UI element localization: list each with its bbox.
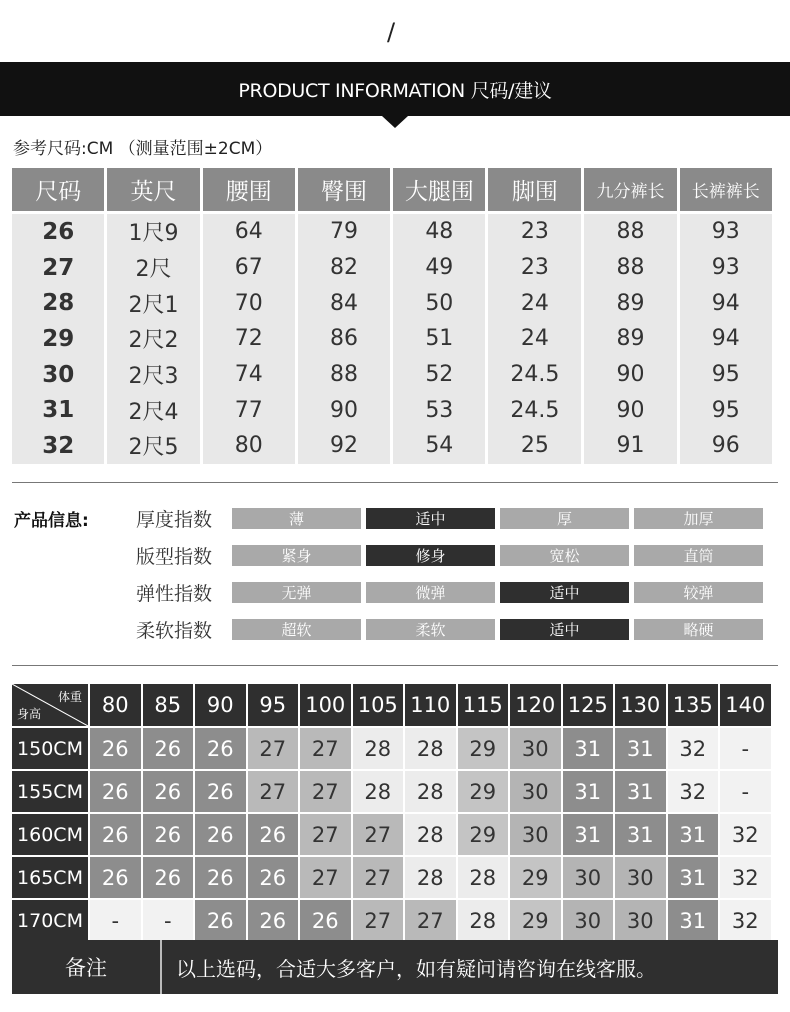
weight-header-cell: 130 <box>615 684 666 726</box>
measurement-cell: 79 <box>298 214 390 250</box>
measurement-cell: 70 <box>203 285 295 321</box>
height-label: 150CM <box>12 728 88 769</box>
measurement-cell: 93 <box>680 250 772 286</box>
weight-header-cell: 100 <box>300 684 351 726</box>
index-option: 较弹 <box>634 582 763 603</box>
size-recommendation-cell: 30 <box>510 728 561 769</box>
size-recommendation-cell: 26 <box>300 900 351 941</box>
size-recommendation-cell: 26 <box>195 900 246 941</box>
size-table-header-cell: 大腿围 <box>393 168 485 214</box>
measurement-cell: 88 <box>584 214 676 250</box>
size-recommendation-cell: 31 <box>615 771 666 812</box>
weight-header-cell: 115 <box>458 684 509 726</box>
slash-mark: / <box>387 18 396 46</box>
size-recommendation-cell: 26 <box>143 857 194 898</box>
size-recommendation-cell: 30 <box>615 900 666 941</box>
size-recommendation-cell: 26 <box>90 814 141 855</box>
size-recommendation-cell: 27 <box>405 900 456 941</box>
corner-height-label: 身高 <box>17 707 42 721</box>
size-recommendation-cell: 26 <box>90 771 141 812</box>
measurement-cell: 53 <box>393 392 485 428</box>
index-label: 弹性指数 <box>136 583 213 605</box>
measurement-cell: 90 <box>584 392 676 428</box>
size-table-header-cell: 九分裤长 <box>584 168 676 214</box>
weight-header-cell: 95 <box>248 684 299 726</box>
reference-size-note: 参考尺码:CM （测量范围±2CM） <box>13 139 273 159</box>
measurement-cell: 90 <box>584 357 676 393</box>
index-option: 直筒 <box>634 545 763 566</box>
height-label: 165CM <box>12 857 88 898</box>
size-recommendation-cell: 26 <box>90 857 141 898</box>
size-table-header <box>12 168 772 214</box>
measurement-cell: 77 <box>203 392 295 428</box>
size-recommendation-cell: 31 <box>668 857 719 898</box>
size-recommendation-cell: 32 <box>720 857 771 898</box>
size-recommendation-cell: 31 <box>563 814 614 855</box>
size-recommendation-cell: 26 <box>195 728 246 769</box>
table-row <box>12 392 772 428</box>
measurement-cell: 91 <box>584 428 676 464</box>
weight-header-row <box>12 684 778 726</box>
size-recommendation-cell: 28 <box>353 728 404 769</box>
index-option: 柔软 <box>366 619 495 640</box>
measurement-cell: 94 <box>680 321 772 357</box>
size-recommendation-cell: - <box>143 900 194 941</box>
size-recommendation-cell: 30 <box>563 900 614 941</box>
index-option: 紧身 <box>232 545 361 566</box>
measurement-cell: 88 <box>298 357 390 393</box>
weight-header-cell: 90 <box>195 684 246 726</box>
size-recommendation-cell: 29 <box>458 728 509 769</box>
measurement-cell: 84 <box>298 285 390 321</box>
size-recommendation-cell: 27 <box>353 857 404 898</box>
size-recommendation-cell: 31 <box>668 814 719 855</box>
size-cell: 27 <box>12 250 104 286</box>
size-cell: 31 <box>12 392 104 428</box>
divider <box>12 482 778 483</box>
weight-header-cell: 80 <box>90 684 141 726</box>
measurement-cell: 51 <box>393 321 485 357</box>
size-recommendation-cell: 31 <box>615 728 666 769</box>
size-recommendation-cell: 26 <box>195 814 246 855</box>
size-recommendation-cell: 26 <box>248 857 299 898</box>
height-row <box>12 814 778 855</box>
measurement-cell: 24.5 <box>488 357 581 393</box>
size-recommendation-cell: 27 <box>353 814 404 855</box>
measurement-cell: 49 <box>393 250 485 286</box>
index-row <box>136 545 768 566</box>
measurement-cell: 89 <box>584 321 676 357</box>
product-info-banner <box>0 62 790 116</box>
size-recommendation-cell: 28 <box>353 771 404 812</box>
measurement-cell: 54 <box>393 428 485 464</box>
measurement-cell: 25 <box>488 428 581 464</box>
measurement-cell: 2尺 <box>107 250 199 286</box>
table-row <box>12 428 772 464</box>
measurement-cell: 93 <box>680 214 772 250</box>
size-recommendation-cell: 26 <box>143 814 194 855</box>
size-recommendation-cell: 27 <box>300 857 351 898</box>
weight-header-cell: 120 <box>510 684 561 726</box>
measurement-cell: 1尺9 <box>107 214 199 250</box>
index-option: 薄 <box>232 508 361 529</box>
measurement-cell: 67 <box>203 250 295 286</box>
table-row <box>12 285 772 321</box>
index-label: 厚度指数 <box>136 509 213 531</box>
index-option: 宽松 <box>500 545 629 566</box>
size-recommendation-cell: 31 <box>563 728 614 769</box>
size-table-header-cell: 腰围 <box>203 168 295 214</box>
measurement-cell: 90 <box>298 392 390 428</box>
table-row <box>12 321 772 357</box>
measurement-cell: 86 <box>298 321 390 357</box>
size-recommendation-cell: 27 <box>300 728 351 769</box>
size-recommendation-cell: 27 <box>300 771 351 812</box>
size-recommendation-cell: 30 <box>615 857 666 898</box>
remark-label: 备注 <box>12 940 162 994</box>
index-option: 超软 <box>232 619 361 640</box>
size-recommendation-cell: 26 <box>195 771 246 812</box>
measurement-cell: 24.5 <box>488 392 581 428</box>
index-option: 略硬 <box>634 619 763 640</box>
size-table-body <box>12 214 772 464</box>
size-recommendation-cell: 29 <box>510 900 561 941</box>
measurement-cell: 95 <box>680 357 772 393</box>
index-row <box>136 508 768 529</box>
height-row <box>12 728 778 769</box>
size-cell: 29 <box>12 321 104 357</box>
weight-header-cell: 105 <box>353 684 404 726</box>
measurement-cell: 2尺3 <box>107 357 199 393</box>
size-table-header-cell: 长裤裤长 <box>680 168 772 214</box>
size-recommendation-cell: 28 <box>405 771 456 812</box>
size-recommendation-cell: 26 <box>195 857 246 898</box>
size-recommendation-cell: 26 <box>248 900 299 941</box>
size-recommendation-cell: 28 <box>458 857 509 898</box>
size-recommendation-cell: 31 <box>563 771 614 812</box>
size-recommendation-cell: 29 <box>510 857 561 898</box>
size-cell: 28 <box>12 285 104 321</box>
measurement-cell: 52 <box>393 357 485 393</box>
index-option: 无弹 <box>232 582 361 603</box>
measurement-cell: 74 <box>203 357 295 393</box>
banner-arrow-icon <box>382 116 408 128</box>
index-label: 柔软指数 <box>136 620 213 642</box>
index-row <box>136 619 768 640</box>
height-row <box>12 900 778 941</box>
corner-cell <box>12 684 88 726</box>
height-label: 160CM <box>12 814 88 855</box>
size-recommendation-cell: 29 <box>458 771 509 812</box>
size-cell: 30 <box>12 357 104 393</box>
size-recommendation-cell: 27 <box>300 814 351 855</box>
index-option: 加厚 <box>634 508 763 529</box>
measurement-cell: 80 <box>203 428 295 464</box>
height-label: 170CM <box>12 900 88 941</box>
measurement-cell: 24 <box>488 285 581 321</box>
size-recommendation-cell: - <box>720 771 771 812</box>
index-option-selected: 修身 <box>366 545 495 566</box>
weight-header-cell: 110 <box>405 684 456 726</box>
index-option: 微弹 <box>366 582 495 603</box>
index-option: 厚 <box>500 508 629 529</box>
measurement-cell: 95 <box>680 392 772 428</box>
weight-header-cell: 140 <box>720 684 771 726</box>
size-recommendation-cell: 28 <box>405 728 456 769</box>
size-recommendation-cell: 26 <box>248 814 299 855</box>
size-recommendation-cell: 29 <box>458 814 509 855</box>
measurement-cell: 23 <box>488 214 581 250</box>
product-info-title: 产品信息: <box>14 511 89 531</box>
weight-height-chart <box>12 684 778 943</box>
size-cell: 26 <box>12 214 104 250</box>
size-recommendation-cell: 27 <box>353 900 404 941</box>
size-recommendation-cell: 31 <box>615 814 666 855</box>
height-row <box>12 771 778 812</box>
height-row <box>12 857 778 898</box>
size-recommendation-cell: - <box>720 728 771 769</box>
size-table <box>9 168 775 464</box>
measurement-cell: 82 <box>298 250 390 286</box>
index-option-selected: 适中 <box>500 619 629 640</box>
measurement-cell: 96 <box>680 428 772 464</box>
size-recommendation-cell: 28 <box>405 857 456 898</box>
size-recommendation-cell: 32 <box>668 771 719 812</box>
size-recommendation-cell: 26 <box>143 728 194 769</box>
size-recommendation-cell: 32 <box>720 814 771 855</box>
weight-header-cell: 85 <box>143 684 194 726</box>
measurement-cell: 88 <box>584 250 676 286</box>
size-recommendation-cell: 32 <box>720 900 771 941</box>
index-option-selected: 适中 <box>500 582 629 603</box>
weight-header-cell: 135 <box>668 684 719 726</box>
size-recommendation-cell: 30 <box>563 857 614 898</box>
table-row <box>12 357 772 393</box>
size-recommendation-cell: 28 <box>405 814 456 855</box>
corner-weight-label: 体重 <box>57 690 82 704</box>
height-label: 155CM <box>12 771 88 812</box>
measurement-cell: 2尺2 <box>107 321 199 357</box>
measurement-cell: 89 <box>584 285 676 321</box>
size-recommendation-cell: 27 <box>248 771 299 812</box>
measurement-cell: 92 <box>298 428 390 464</box>
measurement-cell: 72 <box>203 321 295 357</box>
index-row <box>136 582 768 603</box>
size-recommendation-cell: 30 <box>510 771 561 812</box>
measurement-cell: 2尺1 <box>107 285 199 321</box>
table-row <box>12 214 772 250</box>
weight-header-cell: 125 <box>563 684 614 726</box>
size-recommendation-cell: 28 <box>458 900 509 941</box>
size-table-header-cell: 英尺 <box>107 168 199 214</box>
size-recommendation-cell: - <box>90 900 141 941</box>
size-recommendation-cell: 30 <box>510 814 561 855</box>
size-recommendation-cell: 32 <box>668 728 719 769</box>
measurement-cell: 48 <box>393 214 485 250</box>
divider <box>12 665 778 666</box>
size-recommendation-cell: 27 <box>248 728 299 769</box>
size-recommendation-cell: 26 <box>90 728 141 769</box>
size-cell: 32 <box>12 428 104 464</box>
remark-bar <box>12 940 778 994</box>
measurement-cell: 50 <box>393 285 485 321</box>
measurement-cell: 94 <box>680 285 772 321</box>
size-table-header-cell: 脚围 <box>488 168 581 214</box>
banner-title: PRODUCT INFORMATION 尺码/建议 <box>238 79 552 102</box>
index-label: 版型指数 <box>136 546 213 568</box>
table-row <box>12 250 772 286</box>
size-recommendation-cell: 26 <box>143 771 194 812</box>
measurement-cell: 23 <box>488 250 581 286</box>
measurement-cell: 2尺5 <box>107 428 199 464</box>
measurement-cell: 2尺4 <box>107 392 199 428</box>
size-recommendation-cell: 31 <box>668 900 719 941</box>
size-table-header-cell: 尺码 <box>12 168 104 214</box>
measurement-cell: 64 <box>203 214 295 250</box>
measurement-cell: 24 <box>488 321 581 357</box>
size-table-header-cell: 臀围 <box>298 168 390 214</box>
index-option-selected: 适中 <box>366 508 495 529</box>
remark-text: 以上选码，合适大多客户，如有疑问请咨询在线客服。 <box>176 956 656 981</box>
